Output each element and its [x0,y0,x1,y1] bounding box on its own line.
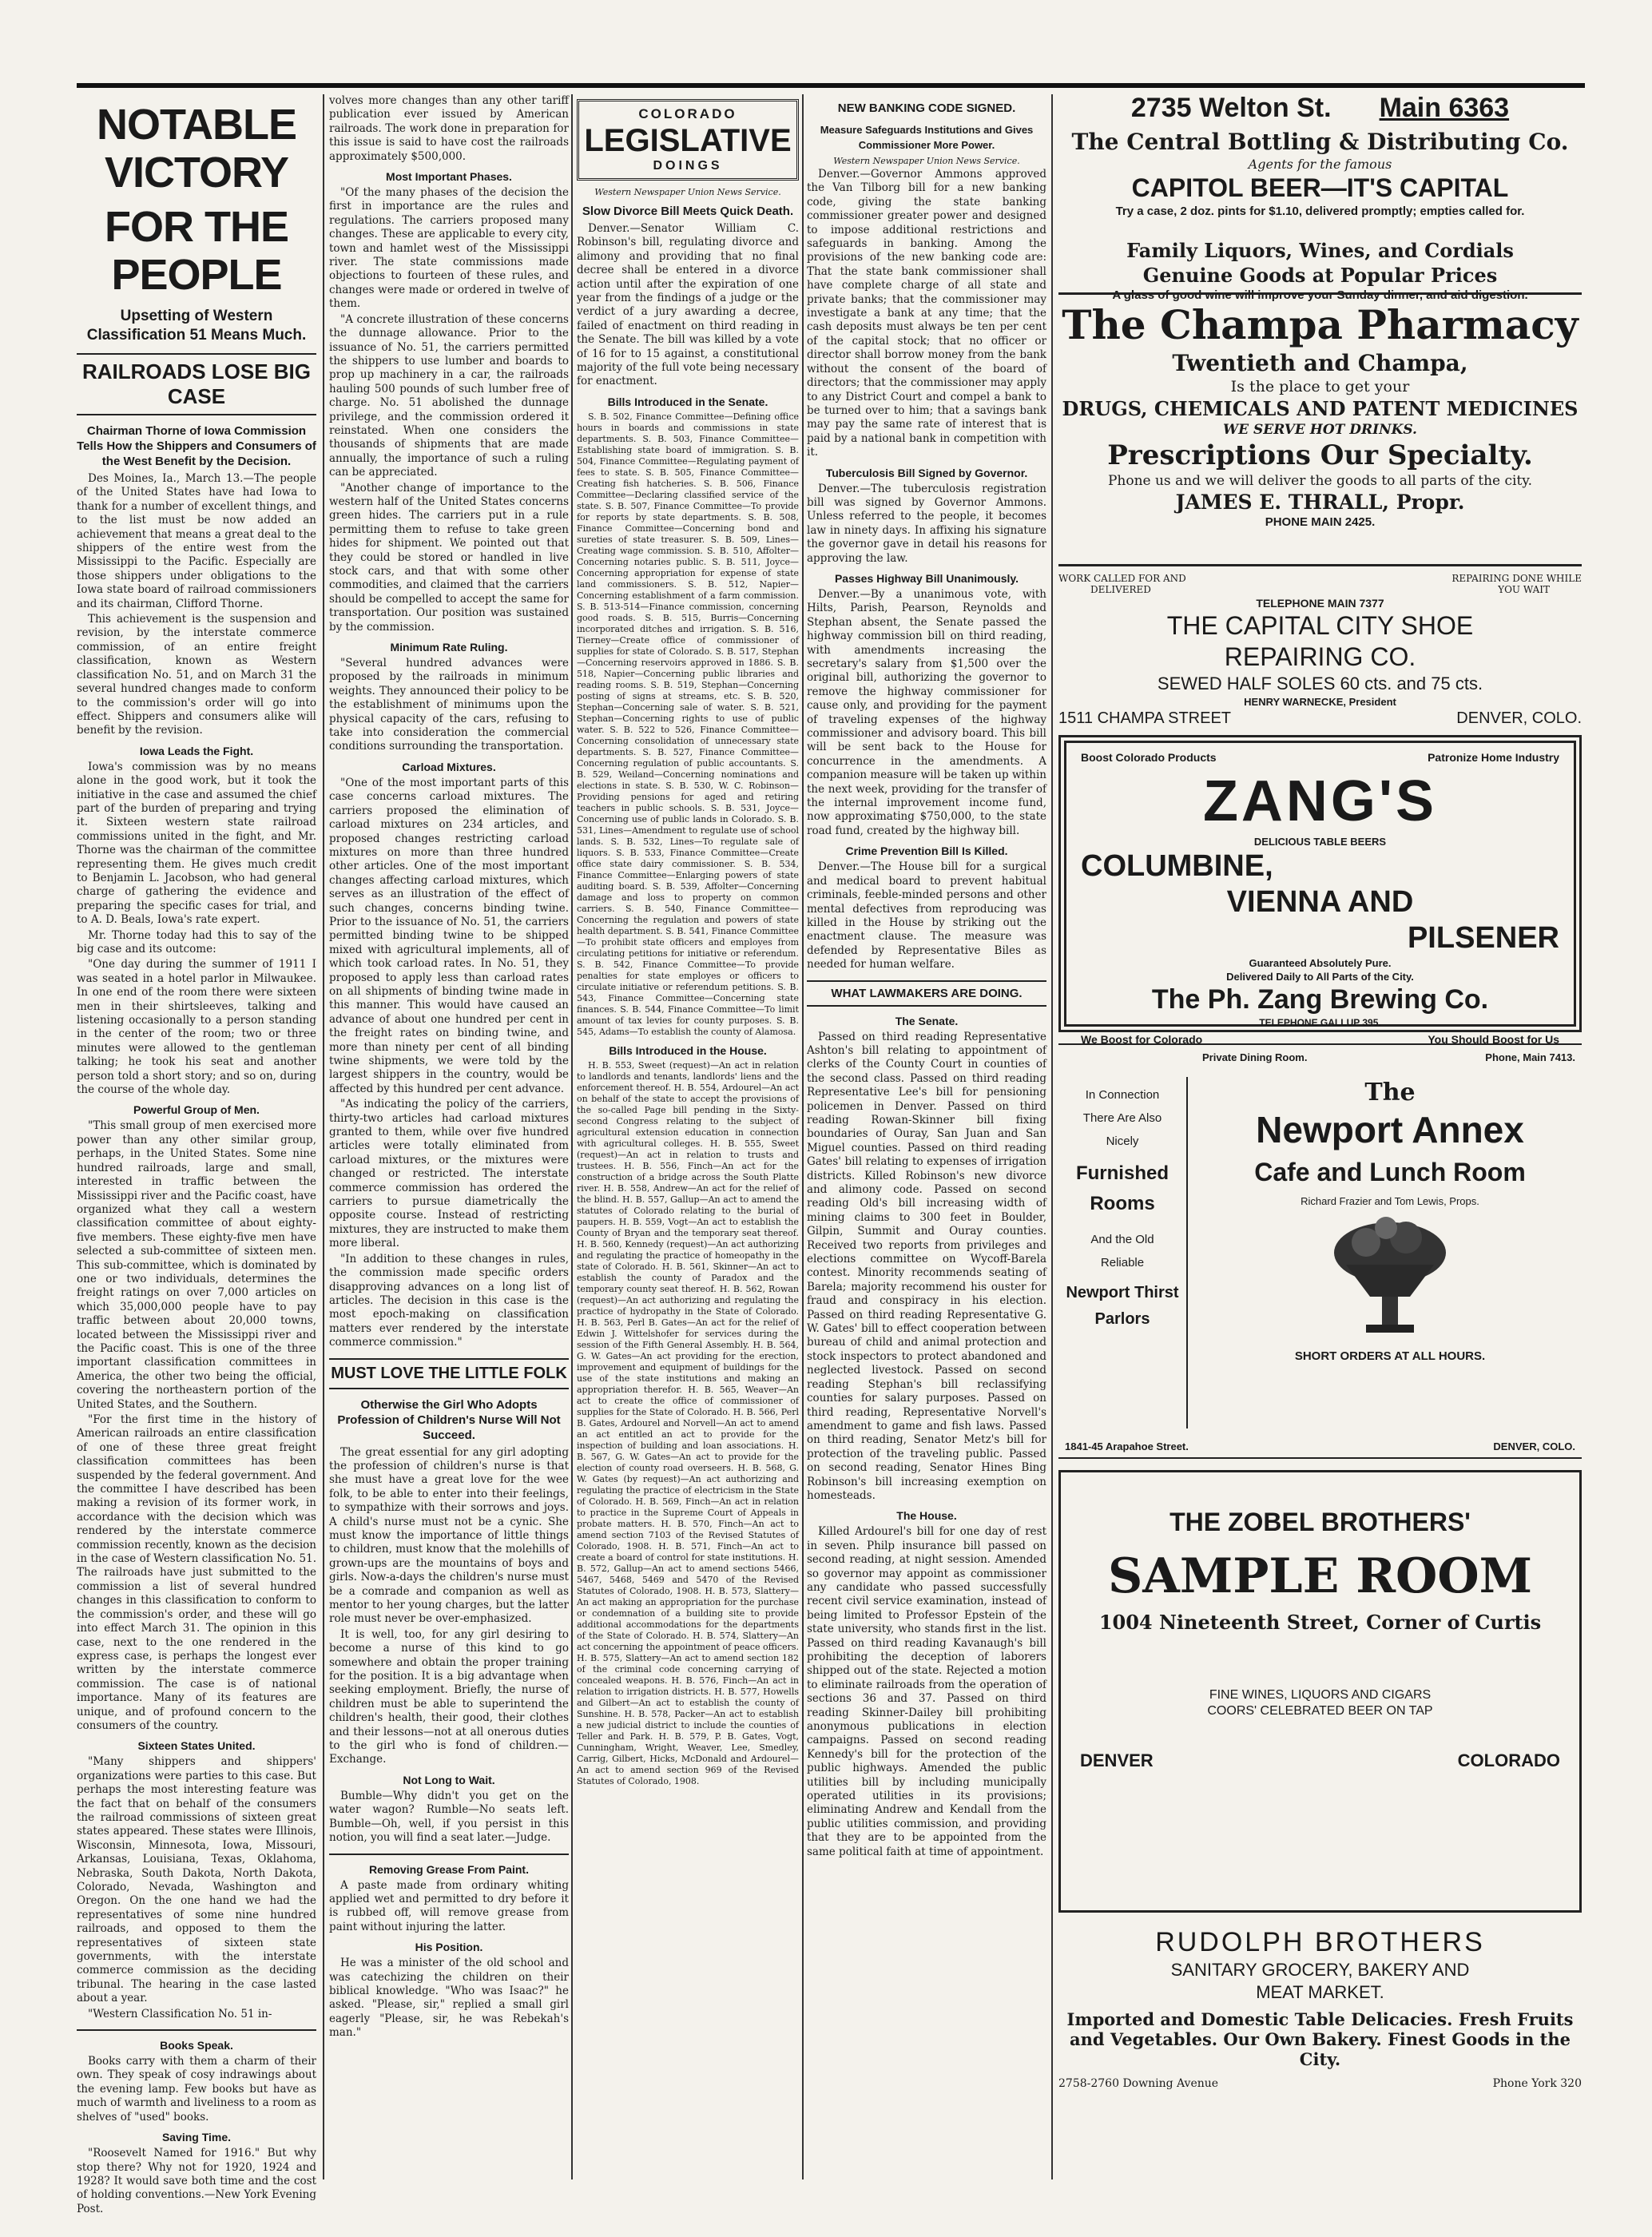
subheading: Powerful Group of Men. [133,1103,260,1117]
paragraph: Bumble—Why didn't you get on the water wagon? Rumble—No seats left. Bumble—Oh, well, if you persist in this notion, you will find a seat later.—Judge. [329,1789,569,1845]
subheading: Iowa Leads the Fight. [139,744,254,757]
ad-text: VIENNA AND [1226,885,1414,919]
ad-phone: Phone York 320 [1492,2077,1582,2090]
paragraph: "In addition to these changes in rules, the commission made specific orders disapproving advances on a long list of articles. The decision in this case is the most epoch-making on classification matters ever rendered by the interstate commerce commission." [329,1252,569,1349]
ad-text: Boost Colorado Products [1081,751,1217,764]
bill-list: S. B. 502, Finance Committee—Defining office hours in boards and commissions in state departments. S. B. 503, Finance Committee—Establishing state board of immigration. S. B. 504, Finance Committee—Regulating payment of fees to state. S. B. 505, Finance Committee—Creating fish hatcheries. S. B. 506, Finance Committee—Declaring classified service of the state. S. B. 507, Finance Committee—To provide for reports by state departments. S. B. 508, Finance Committee—Concerning bond and sureties of state treasurer. S. B. 509, Lines—Creating wage commission. S. B. 510, Affolter—Concerning notaries public. S. B. 511, Joyce—Concerning appropriation for expense of state land commissioners. S. B. 512, Napier—Concerning establishment of a farm commission. S. B. 513-514—Finance commission, concerning good roads. S. B. 515, Burris—Concerning incorporated ditches and irrigation. S. B. 516, Tierney—Create office of commissioner of supplies for state of Colorado. S. B. 517, Stephan—Concerning reservoirs approved in 1886. S. B. 518, Napier—Concerning public libraries and reading rooms. S. B. 519, Stephan—Concerning posting of signs at streams, etc. S. B. 520, Stephan—Concerning sale of water. S. B. 521, Stephan—Concerning rights to use of public water. S. B. 522 to 526, Finance Committee—Concerning consolidation of unnecessary state departments. S. B. 527, Finance Committee—Concerning regulation of public accountants. S. B. 529, Weiland—Concerning nominations and elections in state. S. B. 530, W. C. Robinson—Providing pensions for aged and retiring teachers in public schools. S. B. 531, Joyce—Concerning use of public lands in Colorado. S. B. 531, Lines—Amendment to regulate use of school lands. S. B. 532, Lines—To regulate sale of liquors. S. B. 533, Finance Committee—Create office state dairy commissioner. S. B. 534, Finance Committee—Enlarging powers of state auditing board. S. B. 539, Affolter—Concerning damage and loss to property on common carriers. S. B. 540, Finance Committee—Concerning the regulation and powers of state health department. S. B. 541, Finance Committee—To prohibit state officers and employes from circulating petitions for initiative or referendum. S. B. 542, Finance Committee—To provide penalties for state employes or officers to circulate initiative or referendum petitions. S. B. 543, Finance Committee—Concerning state finances. S. B. 544, Finance Committee—To limit amount of tax levies for county purposes. S. B. 545, Adams—To establish the county of Alamosa. [577,411,799,1037]
ad-text: WORK CALLED FOR AND [1058,573,1186,584]
section-headline: NEW BANKING CODE SIGNED. [837,101,1016,115]
headline: FOR THE PEOPLE [105,203,288,299]
ad-text: SHORT ORDERS AT ALL HOURS. [1294,1349,1486,1363]
paragraph: "This small group of men exercised more power than any other similar group, perhaps, in the United States. Some nine hundred railroads, large and small, interested in traffic between the Mississippi river and the Pacific coast, have organized what they call a western classification committee of about eighty-five members. These eighty-five men have selected a sub-committee of sixteen men. This sub-committee, which is dominated by one or two individuals, determines the freight ratings on over 7,000 articles on which 35,000,000 people have to pay traffic between about 20,000 towns, located between the Mississippi river and the Pacific coast. This is one of the three important classification committees in America, the other two being the official, covering the northeastern portion of the United States, and the Southern. [77,1119,316,1411]
ad-company: RUDOLPH BROTHERS [1155,1927,1485,1957]
ad-address: 2758-2760 Downing Avenue [1058,2077,1219,2090]
paragraph: "One day during the summer of 1911 I was seated in a hotel parlor in Milwaukee. In one end of the room there were sixteen men in their shirtsleeves, talking and listening occasionally to a person standing in the center of the room; two or three minutes were allowed to the gentleman talking; he took his seat and another person told a short story; and so on, during the course of the whole day. [77,958,316,1097]
subheading: Passes Highway Bill Unanimously. [834,571,1019,585]
ad-company: The Central Bottling & Distributing Co. [1071,129,1569,155]
paragraph: "Of the many phases of the decision the first in importance are the rules and regulations. The carriers proposed many changes. These are applicable to every city, town and hamlet west of the Mississippi river. The state commissions made objections to fourteen of these rules, and changes were made or ordered in twelve of them. [329,186,569,311]
ad-text: MEAT MARKET. [1256,1982,1384,2002]
ad-city: DENVER, COLO. [1493,1440,1575,1452]
ad-city: DENVER [1080,1750,1154,1770]
paragraph: He was a minister of the old school and was catechizing the children on their biblical knowledge. "Who was Isaac?" he asked. "Please, sir," replied a small girl eagerly "Please, sir, he was Rebekah's man." [329,1957,569,2040]
ad-text: Reliable [1100,1256,1145,1269]
ad-text: The [1364,1079,1416,1107]
subheading: Sixteen States United. [137,1739,256,1753]
paragraph: "For the first time in the history of American railroads an entire classification of one of these three great freight classification committees has been suspended by the federal government. And the committee I have described has been making a revision of its former work, in accordance with the decision which was rendered by the interstate commerce commission recently, known as the decision in the case of Western classification No. 51. The railroads have just submitted to the commission a list of several hundred changes in this classification to conform to the commission's order, and these will go into effect March 31. The opinion in this case, next to the one rendered in the express case, is perhaps the longest ever written by the interstate commerce commission. The case is of national importance. Many of its features are unique, and of profound concern to the consumers of the country. [77,1413,316,1732]
ad-rudolph-brothers [1058,1925,1582,2090]
ad-shoe-repairing [1058,564,1582,727]
ad-headline: SAMPLE ROOM [1107,1548,1533,1604]
ad-text: SEWED HALF SOLES 60 cts. and 75 cts. [1157,673,1483,693]
ad-sidebar [1058,1077,1188,1428]
ad-phone: Phone, Main 7413. [1485,1051,1575,1063]
ad-address: 1841-45 Arapahoe Street. [1065,1440,1189,1452]
ad-text: We Boost for Colorado [1081,1033,1203,1046]
ad-text: Newport Thirst [1066,1284,1179,1301]
ad-text: Patronize Home Industry [1428,751,1559,764]
ad-text: Imported and Domestic Table Delicacies. Fresh Fruits and Vegetables. Our Own Bakery. Finest Goods in the City. [1066,2009,1574,2069]
banner-title: LEGISLATIVE [584,123,792,158]
subheading: Carload Mixtures. [402,760,496,773]
ad-text: FINE WINES, LIQUORS AND CIGARS [1209,1688,1432,1702]
ad-city: DENVER, COLO. [1456,709,1582,727]
ad-address: 2735 Welton St. [1130,93,1332,123]
deck: Chairman Thorne of Iowa Commission Tells How the Shippers and Consumers of the West Benefit by the Decision. [77,424,316,468]
subheading: Bills Introduced in the Senate. [607,395,768,408]
ad-text: Guaranteed Absolutely Pure. [1249,957,1392,969]
paragraph: "Roosevelt Named for 1916." But why stop there? Why not for 1920, 1924 and 1928? It would save both time and the cost of holding conventions.—New York Evening Post. [77,2147,316,2215]
bill-list: H. B. 553, Sweet (request)—An act in relation to landlords and tenants, landlords' liens and the enforcement thereof. H. B. 554, Ardourel—An act on behalf of the state to accept the provisions of the so-called Page bill pending in the Sixty-second Congress relating to the subject of agricultural extension education in connection with agricultural colleges. H. B. 555, Sweet (request)—An act in relation to trusts and trustees. H. B. 556, Finch—An act for the construction of a bridge across the South Platte river. H. B. 558, Andrew—An act for the relief of the blind. H. B. 557, Gallup—An act to amend the statutes of Colorado relating to the burial of paupers. H. B. 559, Vogt—An act to establish the County of Bryan and the temporary seat thereof. H. B. 560, Kennedy (request)—An act authorizing and regulating the practice of homeopathy in the state of Colorado. H. B. 561, Skinner—An act to establish the county of Paradox and the temporary county seat thereof. H. B. 562, Rowan (request)—An act authorizing and regulating the practice of hydropathy in the State of Colorado. H. B. 563, Perl B. Gates—An act for the relief of Edwin J. Wittelshofer for services during the session of the Fifth General Assembly. H. B. 564, G. W. Gates—An act providing for the erection, improvement and equipment of buildings for the use of the state institutions and making an appropriation therefor. H. B. 565, Weaver—An act to create the office of commissioner of supplies for the State of Colorado. H. B. 566, Perl B. Gates, Ardourel and Norvell—An act to amend an act entitled an act to provide for the inspection of building and loan associations. H. B. 567, G. W. Gates—An act to provide for the election of county road overseers. H. B. 568, G. W. Gates (by request)—An act authorizing and regulating the practice of electricism in the State of Colorado. H. B. 569, Finch—An act in relation to practice in the Supreme Court of Appeals in probate matters. H. B. 570, Finch—An act to amend section 7103 of the Revised Statutes of Colorado, 1908. H. B. 571, Finch—An act to create a board of control for state institutions. H. B. 572, Gallup—An act to amend sections 5466, 5467, 5468, 5469 and 5470 of the Revised Statutes of Colorado, 1908. H. B. 573, Slattery—An act making an appropriation for the purchase or condemnation of a building site to provide additional accommodations for the departments of the State of Colorado. H. B. 574, Slattery—An act concerning the appointment of peace officers. H. B. 575, Slattery—An act to amend section 182 of the criminal code concerning carrying of concealed weapons. H. B. 576, Finch—An act in relation to irrigation districts. H. B. 577, Howells and Gilbert—An act to establish the county of Sunshine. H. B. 578, Packer—An act to establish a new judicial district to include the counties of Teller and Park. H. B. 579, P. B. Gates, Vogt, Cunningham, Wright, Weaver, Lee, Smedley, Carrig, Gilbert, Hicks, McDonald and Ardourel—An act to amend section 969 of the Revised Statutes of Colorado, 1908. [577,1059,799,1786]
subheading: Bills Introduced in the House. [609,1043,767,1057]
banner-line: DOINGS [653,159,723,173]
paragraph: "A concrete illustration of these concerns the dunnage allowance. Prior to the issuance of No. 51, the carriers permitted the shippers to use lumber and boards to prop up machinery in a car, the railroads hauling 500 pounds of such lumber free of charge. No. 51 abolished the dunnage privilege, and the commission ordered it reinstated. When one considers the thousands of shipments that are made annually, the importance of such a ruling can be appreciated. [329,312,569,479]
column-divider [1051,94,1053,2179]
ad-headline: DRUGS, CHEMICALS AND PATENT MEDICINES [1062,397,1579,420]
section-headline: MUST LOVE THE LITTLE FOLK [329,1358,569,1389]
byline: Western Newspaper Union News Service. [594,187,781,197]
ad-text: COLUMBINE, [1081,849,1273,883]
deck: Measure Safeguards Institutions and Gives Commissioner More Power. [820,124,1034,151]
column-divider [323,94,324,2179]
ad-text: Family Liquors, Wines, and Cordials [1126,239,1514,262]
ad-text: A glass of good wine will improve your Sunday dinner, and aid digestion. [1112,288,1528,302]
subheading: Most Important Phases. [386,170,512,184]
ad-text: COORS' CELEBRATED BEER ON TAP [1207,1704,1433,1718]
ad-text: Agents for the famous [1248,157,1392,172]
paragraph: Passed on third reading Representative Ashton's bill relating to appointment of clerks of the County Court in counties of the second class. Passed on third reading Representative Lee's bill for pensioning policemen in Denver. Passed on third reading Rowan-Skinner bill fixing boundaries of Ouray, San Juan and San Miguel counties. Passed on third reading Gates' bill relating to expenses of irrigation districts. Killed Robinson's new divorce and alimony code. Passed on second reading Old's bill increasing width of mining claims to 300 feet in Boulder, Gilpin, Summit and Ouray counties. Received two reports from privileges and elections committee on Wycoff-Barela contest. Minority recommends seating of Barela; majority recommend his ouster for fraud and conspiracy in his election. Passed on third reading Representative G. W. Gates' bill to effect cooperation between bureau of child and animal protection and stock inspectors to protect abandoned and neglected livestock. Passed on second reading Stephan's bill reclassifying counties for salary purposes. Passed on third reading, Representative Norvell's amendment to game and fish laws. Passed on third reading, Senator Metz's bill for protection of the traveling public. Passed on second reading, Senator Hines Bing Robinson's bill increasing exemption on homesteads. [807,1030,1046,1502]
paragraph: "Many shippers and shippers' organizations were parties to this case. But perhaps the most interesting feature was the fact that on behalf of the consumers the railroad commissions of sixteen great states appeared. These states were Illinois, Wisconsin, Minnesota, Iowa, Missouri, Arkansas, Louisiana, Texas, Oklahoma, Nebraska, South Dakota, North Dakota, Colorado, Nevada, Washington and Oregon. On the one hand we had the representatives of some nine hundred railroads, and opposed to them the representatives of sixteen state governments, with the interstate commerce commission as the deciding tribunal. The hearing in the case lasted about a year. [77,1755,316,2005]
ad-text: DELIVERED [1090,584,1151,595]
paragraph: It is well, too, for any girl desiring to become a nurse of this kind to go somewhere and obtain the proper training for the position. It is a big advantage when seeking employment. Briefly, the nurse of children must be able to superintend the children's health, their good, their clothes and their lessons—not at all onerous duties to the girl who is fond of children.—Exchange. [329,1627,569,1766]
subheading: Removing Grease From Paint. [369,1862,529,1876]
ad-company: THE ZOBEL BROTHERS' [1170,1508,1471,1536]
ad-company: The Ph. Zang Brewing Co. [1151,984,1489,1015]
separator [329,1854,569,1855]
ad-text: You Should Boost for Us [1428,1033,1559,1046]
paragraph: A paste made from ordinary whiting applied wet and permitted to dry before it is rubbed off, will remove grease from paint without injuring the latter. [329,1878,569,1933]
ad-text: PHONE MAIN 2425. [1265,515,1376,529]
ad-text: YOU WAIT [1498,584,1550,595]
ad-company: REPAIRING CO. [1224,642,1416,671]
ad-company: Newport Annex [1256,1109,1524,1150]
section-headline: WHAT LAWMAKERS ARE DOING. [807,980,1046,1007]
ad-text: Private Dining Room. [1202,1051,1308,1063]
subhead: Upsetting of Western Classification 51 Means Much. [86,308,307,344]
ad-text: Furnished [1075,1162,1169,1184]
ad-text: Is the place to get your [1230,378,1410,395]
ad-text: PILSENER [1407,921,1559,955]
ad-text: JAMES E. THRALL, Propr. [1175,491,1465,514]
ad-headline: Prescriptions Our Specialty. [1107,439,1533,471]
subheading: Books Speak. [160,2039,233,2052]
column-1 [77,94,316,2215]
ad-text: Genuine Goods at Popular Prices [1142,264,1498,287]
column-2 [329,94,569,2179]
ad-text: WE SERVE HOT DRINKS. [1223,422,1417,438]
paragraph: Mr. Thorne today had this to say of the big case and its outcome: [77,928,316,956]
ad-text: Delivered Daily to All Parts of the City. [1226,971,1414,983]
subheading: Saving Time. [161,2131,232,2144]
paragraph: volves more changes than any other tariff publication ever issued by American railroads. The work done in preparation for this issue is said to have cost the railroads approximately $500,000. [329,94,569,163]
ad-text: DELICIOUS TABLE BEERS [1253,836,1387,848]
paragraph: Books carry with them a charm of their own. They speak of cosy indrawings about the evening lamp. Few books but have as much of warmth and liveliness to a room as shelves of "used" books. [77,2055,316,2124]
column-3 [577,94,799,2179]
paragraph: "One of the most important parts of this case concerns carload mixtures. The carriers proposed the elimination of carload mixtures on 234 articles, and proposed changes restricting carload mixtures on more than three hundred other articles. One of the most important changes affecting carload mixtures, which serves as an illustration of the effect of such changes, concerns binding twine. Prior to the issuance of No. 51, the carriers permitted binding twine to be shipped mixed with agricultural implements, all of which took carload rates. In No. 51, they proposed to apply less than carload rates on all shipments of binding twine made in this manner. This would have caused an advance of about one hundred per cent in the freight rates on binding twine, and more than ninety per cent of all binding twine shipments, we were told by the largest shippers in the country, would be affected by this hundred per cent advance. [329,776,569,1095]
paragraph: Denver.—The tuberculosis registration bill was signed by Governor Ammons. Unless referred to the people, it becomes law in ninety days. In affixing his signature the governor gave in detail his reasons for approving the law. [807,482,1046,565]
legislative-banner [577,99,799,181]
paragraph: "Western Classification No. 51 in- [88,2007,272,2020]
ad-headline: Cafe and Lunch Room [1254,1158,1526,1186]
subheading: His Position. [415,1941,483,1954]
ad-brand: ZANG'S [1202,769,1438,833]
deck: Otherwise the Girl Who Adopts Profession of Children's Nurse Will Not Succeed. [337,1397,561,1442]
ad-champa-pharmacy [1058,292,1582,556]
ad-text: Rooms [1090,1193,1155,1214]
top-rule [77,83,1585,88]
paragraph: "As indicating the policy of the carriers, thirty-two articles had carload mixtures granted to them, while over five hundred articles were totally eliminated from carload mixtures, or the mixtures were changed or restricted. The interstate commerce commission has ordered the carriers to pursue diametrically the opposite course. Instead of restricting mixtures, they are instructed to make them more liberal. [329,1098,569,1250]
column-4 [807,94,1046,2179]
ad-text: HENRY WARNECKE, President [1244,696,1396,708]
ad-phone: Main 6363 [1379,93,1510,123]
ad-text: Try a case, 2 doz. pints for $1.10, delivered promptly; empties called for. [1115,205,1525,218]
column-divider [802,94,804,2179]
subheading: Slow Divorce Bill Meets Quick Death. [582,205,794,218]
subheading: Not Long to Wait. [403,1773,495,1786]
subheading: Crime Prevention Bill Is Killed. [845,844,1008,858]
ad-state: COLORADO [1457,1750,1560,1770]
ad-text: Phone us and we will deliver the goods to all parts of the city. [1107,473,1533,489]
headline: NOTABLE VICTORY [97,101,296,197]
ad-text: Parlors [1094,1310,1150,1328]
ad-address: 1511 CHAMPA STREET [1058,709,1231,727]
ad-text: SANITARY GROCERY, BAKERY AND [1170,1960,1470,1980]
ad-text: Twentieth and Champa, [1172,350,1468,376]
column-divider [571,94,573,2179]
fruit-basket-icon [1310,1209,1470,1345]
ad-zobel-brothers [1058,1470,1582,1913]
paragraph: Denver.—Senator William C. Robinson's bill, regulating divorce and alimony and providing that no final decree shall be entered in a divorce action until after the expiration of one year from the findings of a judge or the verdict of a jury awarding a decree, failed of enactment on third reading in the Senate. The bill was killed by a vote of 16 for to 15 against, a constitutional majority of the full vote being necessary for enactment. [577,222,799,388]
separator [77,2029,316,2031]
paragraph: Killed Ardourel's bill for one day of rest in seven. Philp insurance bill passed on second reading, at night session. Amended so governor may appoint as commissioner any candidate who passed successfully recent civil service examination, instead of being limited to Professor Epstein of the state university, who stands first in the list. Passed on third reading Kavanaugh's bill prohibiting the deception of laborers shipped out of the state. Rejected a motion to eliminate railroads from the operation of sections 36 and 37. Passed on third reading Skinner-Dailey bill prohibiting anonymous publications in election campaigns. Passed on second reading Kennedy's bill for the protection of the public highways. Amended the public utilities bill by including municipally operated utilities in its provisions; eliminating Andrew and Kendall from the public utilities commission, and providing that they are to be appointed from the same political faith at time of appointment. [807,1525,1046,1858]
ad-company: The Champa Pharmacy [1062,301,1579,348]
ad-text: Nicely [1106,1134,1139,1148]
paragraph: Denver.—By a unanimous vote, with Hilts, Parish, Pearson, Reynolds and Stephan absent, the Senate passed the highway commission bill on third reading, with amendments increasing the secretary's salary from $1,500 over the original bill, authorizing the governor to remove the highway commissioner for cause only, and providing for the payment of traveling expenses of the highway commissioner and advisory board. This bill will be sent back to the House for concurrence in the amendments. A companion measure will be taken up within the next week, providing for the transfer of the internal improvement income fund, now approximating $750,000, to the state road fund, created by the highway bill. [807,587,1046,837]
ad-text: In Connection [1085,1088,1160,1102]
paragraph: The great essential for any girl adopting the profession of children's nurse is that she must have a great love for the wee folk, to be able to enter into their feelings, to sympathize with their sorrows and joys. A child's nurse must not be a cynic. She must know the importance of little things to children, must know that the molehills of grown-ups are the mountains of boys and girls. Now-a-days the children's nurse must be a comrade and companion as well as mentor to her young charges, but the latter role must never be over-emphasized. [329,1445,569,1626]
banner-line: COLORADO [638,106,737,121]
paragraph: This achievement is the suspension and revision, by the interstate commerce commission, of an entire freight classification, known as Western classification No. 51, and on March 31 the several hundred changes made to conform to the commission's order will go into effect. Shippers and consumers alike will benefit by the revision. [77,613,316,737]
ad-address: 1004 Nineteenth Street, Corner of Curtis [1098,1611,1542,1634]
paragraph: Denver.—The House bill for a surgical and medical board to prevent habitual criminals, feeble-minded persons and other mental defectives from reproducing was killed in the House by striking out the enactment clause. The measure was defended by Representative Biles as needed for human welfare. [807,860,1046,971]
paragraph: "Another change of importance to the western half of the United States concerns green hides. The carriers put in a rule permitting them to refuse to take green hides for shipment. We pointed out that they could be stored or handled in live stock cars, and that with some other commodities, and claimed that the carriers should be compelled to accept the same for transportation. Our position was sustained by the commission. [329,481,569,634]
section-headline: RAILROADS LOSE BIG CASE [77,353,316,415]
ad-company: THE CAPITAL CITY SHOE [1166,611,1474,640]
paragraph: Des Moines, Ia., March 13.—The people of the United States have had Iowa to thank for a number of excellent things, and to the list must be now added an achievement that means a great deal to the shippers of the entire west from the Mississippi to the Pacific. Especially are those shippers under obligations to the Iowa state board of railroad commissioners and its chairman, Clifford Thorne. [77,472,316,610]
ad-central-bottling [1058,89,1582,302]
ad-newport-annex [1058,1043,1582,1459]
subheading: Tuberculosis Bill Signed by Governor. [825,466,1028,479]
ad-text: Richard Frazier and Tom Lewis, Props. [1301,1195,1479,1207]
byline: Western Newspaper Union News Service. [833,156,1020,166]
subheading: The House. [896,1509,957,1523]
ad-text: And the Old [1090,1233,1154,1246]
ad-text: REPAIRING DONE WHILE [1451,573,1582,584]
ad-phone: TELEPHONE GALLUP 395. [1259,1017,1381,1028]
ad-text: There Are Also [1082,1111,1162,1125]
subheading: The Senate. [895,1014,959,1027]
ad-headline: CAPITOL BEER—IT'S CAPITAL [1131,173,1509,202]
paragraph: Iowa's commission was by no means alone in the good work, but it took the initiative in the case and assumed the chief part of the burden of preparing and trying it. Sixteen western state railroad commissions united in the fight, and Mr. Thorne was the chairman of the committee representing them. He gives much credit to Benjamin L. Jacobson, who had general charge of gathering the evidence and preparing the specific cases for trial, and to A. D. Beals, Iowa's rate expert. [77,760,316,927]
ad-main [1202,1077,1578,1365]
subheading: Minimum Rate Ruling. [390,641,508,654]
ad-zang-brewing [1058,735,1582,1046]
paragraph: Denver.—Governor Ammons approved the Van Tilborg bill for a new banking code, giving the state banking commissioner greater power and designed to impose additional restrictions and safeguards in banking. Among the provisions of the new banking code are: That the state bank commissioner shall have complete charge of all state and private banks; that the commissioner may investigate a bank at any time; that the cash deposits must always be ten per cent of the capital stock; that no officer or director shall borrow money from the bank without the consent of the board of directors; that the commissioner may apply to any District Court and compel a bank to be turned over to him; that a savings bank may pay the same rate of interest that is paid by a national bank in competition with it. [807,168,1046,459]
ad-phone: TELEPHONE MAIN 7377 [1256,597,1384,610]
paragraph: "Several hundred advances were proposed by the railroads in minimum weights. They announced their policy to be the establishment of minimums upon the physical capacity of the cars, refusing to take into consideration the commercial conditions surrounding the transportation. [329,657,569,753]
